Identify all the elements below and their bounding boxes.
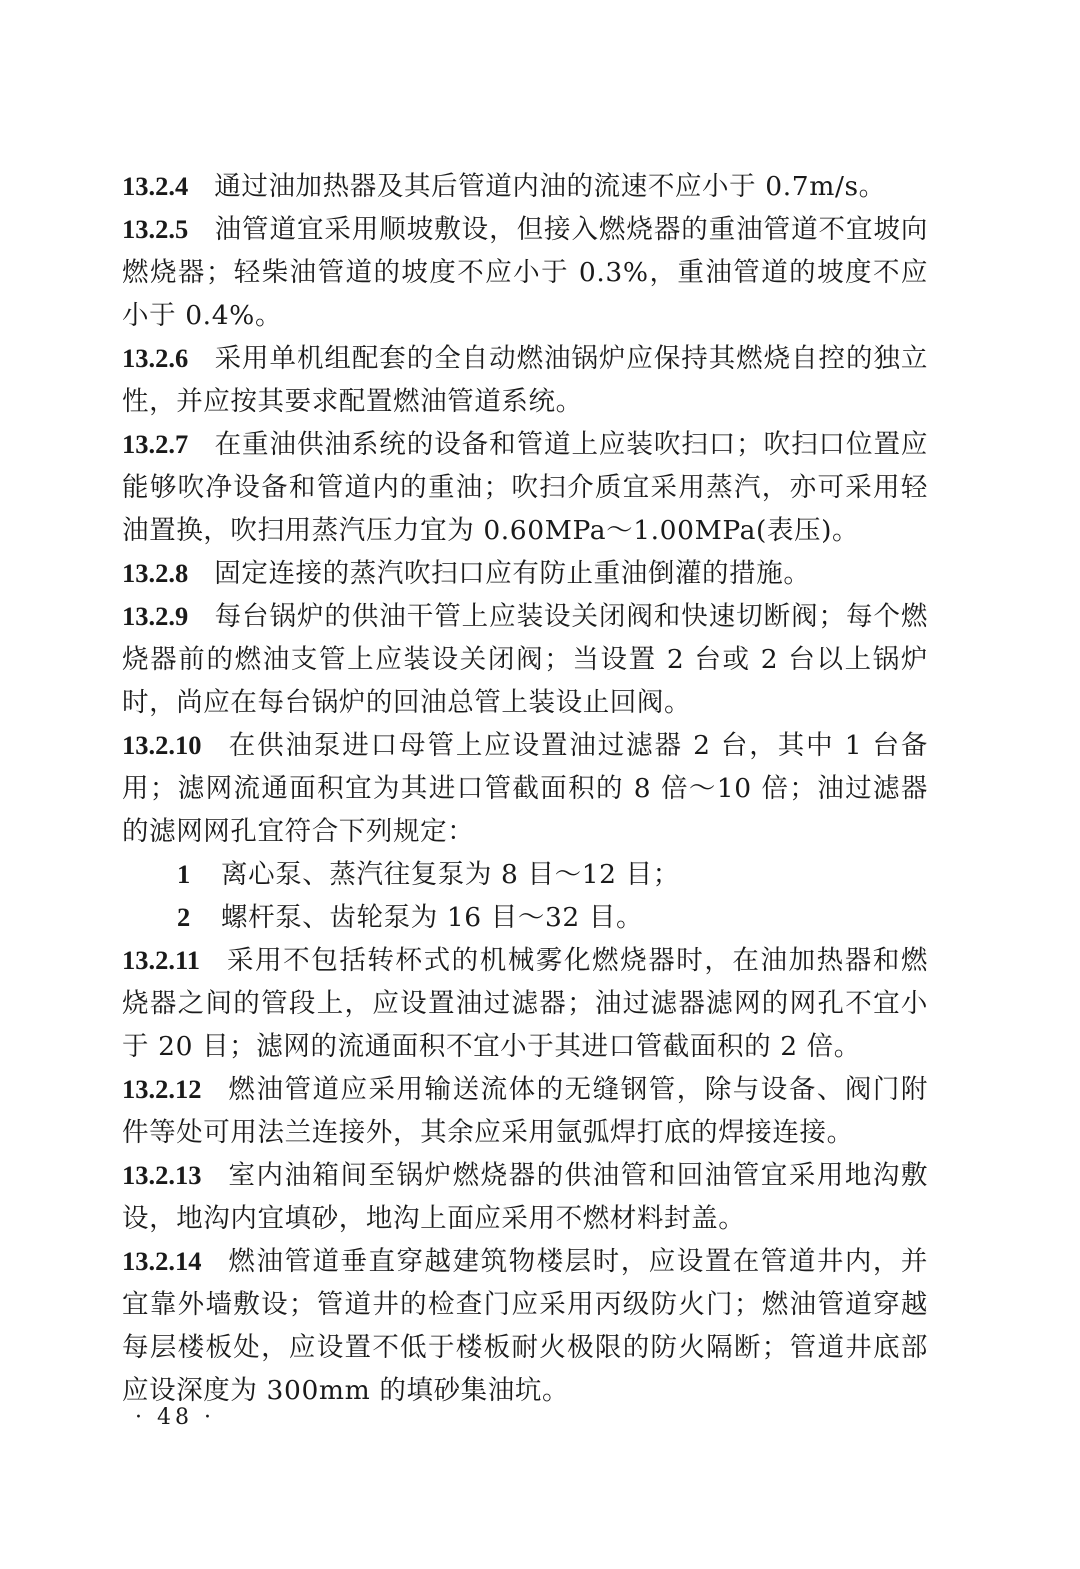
clause-text: 在供油泵进口母管上应设置油过滤器 2 台，其中 1 台备用；滤网流通面积宜为其进口管截面积的 8 倍～10 倍；油过滤器的滤网网孔宜符合下列规定： xyxy=(122,730,928,847)
list-item-text: 螺杆泵、齿轮泵为 16 目～32 目。 xyxy=(221,902,644,933)
clause-text: 通过油加热器及其后管道内油的流速不应小于 0.7m/s。 xyxy=(214,171,886,202)
clause-number: 13.2.9 xyxy=(122,601,189,631)
clause-text: 采用不包括转杯式的机械雾化燃烧器时，在油加热器和燃烧器之间的管段上，应设置油过滤器；油过滤器滤网的网孔不宜小于 20 目；滤网的流通面积不宜小于其进口管截面积的 2 倍。 xyxy=(122,945,928,1062)
clause-13-2-12 xyxy=(122,1068,928,1154)
clause-text: 采用单机组配套的全自动燃油锅炉应保持其燃烧自控的独立性，并应按其要求配置燃油管道系统。 xyxy=(122,343,928,417)
clause-text: 油管道宜采用顺坡敷设，但接入燃烧器的重油管道不宜坡向燃烧器；轻柴油管道的坡度不应小于 0.3%，重油管道的坡度不应小于 0.4%。 xyxy=(122,214,928,331)
page-number: · 48 · xyxy=(135,1405,215,1430)
clause-13-2-9 xyxy=(122,595,928,724)
clause-text: 在重油供油系统的设备和管道上应装吹扫口；吹扫口位置应能够吹净设备和管道内的重油；吹扫介质宜采用蒸汽，亦可采用轻油置换，吹扫用蒸汽压力宜为 0.60MPa～1.00MPa(表压)。 xyxy=(122,429,928,546)
clause-13-2-7 xyxy=(122,423,928,552)
clause-13-2-4 xyxy=(122,165,928,208)
clause-13-2-6 xyxy=(122,337,928,423)
list-item-number: 2 xyxy=(177,902,191,932)
list-item-1 xyxy=(122,853,928,896)
clause-13-2-5 xyxy=(122,208,928,337)
clause-13-2-14 xyxy=(122,1240,928,1412)
clause-text: 燃油管道应采用输送流体的无缝钢管，除与设备、阀门附件等处可用法兰连接外，其余应采用氩弧焊打底的焊接连接。 xyxy=(122,1074,928,1148)
clause-number: 13.2.7 xyxy=(122,429,189,459)
clause-number: 13.2.8 xyxy=(122,558,189,588)
clause-number: 13.2.5 xyxy=(122,214,189,244)
clause-number: 13.2.6 xyxy=(122,343,189,373)
list-item-number: 1 xyxy=(177,859,191,889)
clause-text: 每台锅炉的供油干管上应装设关闭阀和快速切断阀；每个燃烧器前的燃油支管上应装设关闭阀；当设置 2 台或 2 台以上锅炉时，尚应在每台锅炉的回油总管上装设止回阀。 xyxy=(122,601,928,718)
clause-13-2-11 xyxy=(122,939,928,1068)
list-item-2 xyxy=(122,896,928,939)
clause-13-2-13 xyxy=(122,1154,928,1240)
clause-text: 固定连接的蒸汽吹扫口应有防止重油倒灌的措施。 xyxy=(214,558,811,589)
clause-number: 13.2.4 xyxy=(122,171,189,201)
clause-number: 13.2.14 xyxy=(122,1246,202,1276)
clause-number: 13.2.11 xyxy=(122,945,201,975)
clause-text: 燃油管道垂直穿越建筑物楼层时，应设置在管道井内，并宜靠外墙敷设；管道井的检查门应采用丙级防火门；燃油管道穿越每层楼板处，应设置不低于楼板耐火极限的防火隔断；管道井底部应设深度为 300mm 的填砂集油坑。 xyxy=(122,1246,928,1406)
clause-number: 13.2.13 xyxy=(122,1160,202,1190)
clause-13-2-8 xyxy=(122,552,928,595)
clause-13-2-10 xyxy=(122,724,928,853)
list-item-text: 离心泵、蒸汽往复泵为 8 目～12 目； xyxy=(221,859,680,890)
clause-number: 13.2.10 xyxy=(122,730,202,760)
clause-number: 13.2.12 xyxy=(122,1074,202,1104)
clause-text: 室内油箱间至锅炉燃烧器的供油管和回油管宜采用地沟敷设，地沟内宜填砂，地沟上面应采用不燃材料封盖。 xyxy=(122,1160,928,1234)
clauses-body xyxy=(122,165,928,1412)
